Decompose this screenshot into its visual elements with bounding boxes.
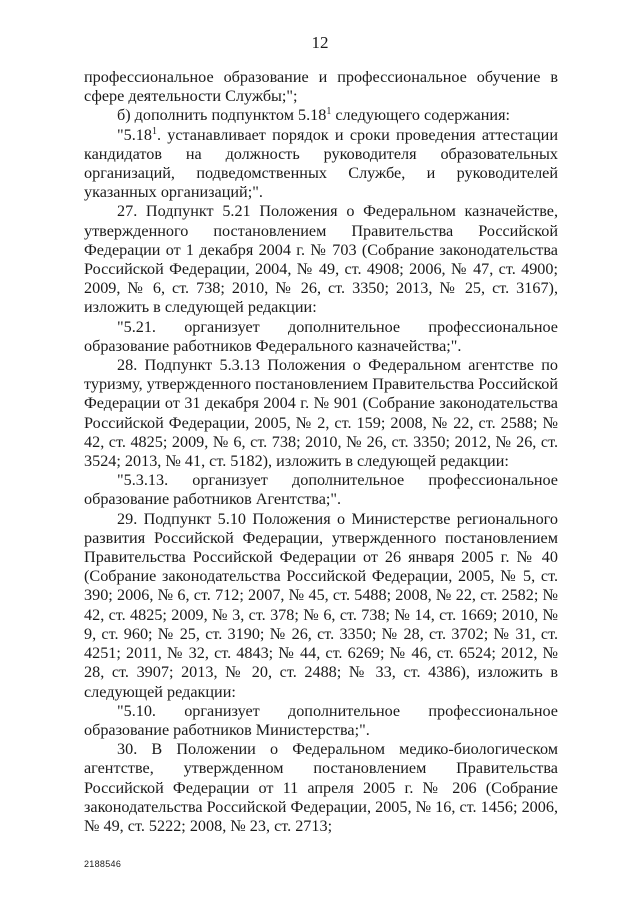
paragraph-item-28: 28. Подпункт 5.3.13 Положения о Федеральном агентстве по туризму, утвержденного постановлением Правительства Российской Федерации от 31 декабря 2004 г. № 901 (Собрание законодательства Российской Федерации, 2005, № 2, ст. 159; 2008, № 22, ст. 2588; № 42, ст. 4825; 2009, № 6, ст. 738; 2010, № 26, ст. 3350; 2012, № 26, ст. 3524; 2013, № 41, ст. 5182), изложить в следующей редакции: (84, 356, 558, 471)
paragraph-quote-5-18-1 (84, 126, 558, 203)
paragraph-continuation: профессиональное образование и профессиональное обучение в сфере деятельности Службы;"; (84, 68, 558, 106)
paragraph-text: . устанавливает порядок и сроки проведения аттестации кандидатов на должность руководителя образовательных организаций, подведомственных Службе, и руководителей указанных организаций;". (84, 125, 558, 202)
superscript: 1 (151, 125, 157, 137)
paragraph-text: "5.18 (117, 125, 152, 144)
page-number: 12 (311, 33, 329, 52)
document-body (84, 68, 558, 836)
paragraph-quote-5-3-13: "5.3.13. организует дополнительное профессиональное образование работников Агентства;". (84, 471, 558, 509)
superscript: 1 (326, 106, 332, 118)
paragraph-quote-5-21: "5.21. организует дополнительное профессиональное образование работников Федерального казначейства;". (84, 317, 558, 355)
paragraph-subitem-b (84, 106, 558, 125)
paragraph-text: б) дополнить подпунктом 5.18 (117, 106, 327, 125)
paragraph-item-29: 29. Подпункт 5.10 Положения о Министерстве регионального развития Российской Федерации, утвержденного постановлением Правительства Российской Федерации от 26 января 2005 г. № 40 (Собрание законодательства Российской Федерации, 2005, № 5, ст. 390; 2006, № 6, ст. 712; 2007, № 45, ст. 5488; 2008, № 22, ст. 2582; № 42, ст. 4825; 2009, № 3, ст. 378; № 6, ст. 738; № 14, ст. 1669; 2010, № 9, ст. 960; № 25, ст. 3190; № 26, ст. 3350; № 28, ст. 3702; № 31, ст. 4251; 2011, № 32, ст. 4843; № 44, ст. 6269; № 46, ст. 6524; 2012, № 28, ст. 3907; 2013, № 20, ст. 2488; № 33, ст. 4386), изложить в следующей редакции: (84, 509, 558, 701)
paragraph-text: следующего содержания: (331, 106, 511, 125)
paragraph-item-27: 27. Подпункт 5.21 Положения о Федеральном казначействе, утвержденного постановлением Правительства Российской Федерации от 1 декабря 2004 г. № 703 (Собрание законодательства Российской Федерации, 2004, № 49, ст. 4908; 2006, № 47, ст. 4900; 2009, № 6, ст. 738; 2010, № 26, ст. 3350; 2013, № 25, ст. 3167), изложить в следующей редакции: (84, 202, 558, 317)
paragraph-quote-5-10: "5.10. организует дополнительное профессиональное образование работников Министерства;". (84, 701, 558, 739)
document-id: 2188546 (84, 859, 122, 869)
paragraph-item-30: 30. В Положении о Федеральном медико-биологическом агентстве, утвержденном постановлением Правительства Российской Федерации от 11 апреля 2005 г. № 206 (Собрание законодательства Российской Федерации, 2005, № 16, ст. 1456; 2006, № 49, ст. 5222; 2008, № 23, ст. 2713; (84, 740, 558, 835)
